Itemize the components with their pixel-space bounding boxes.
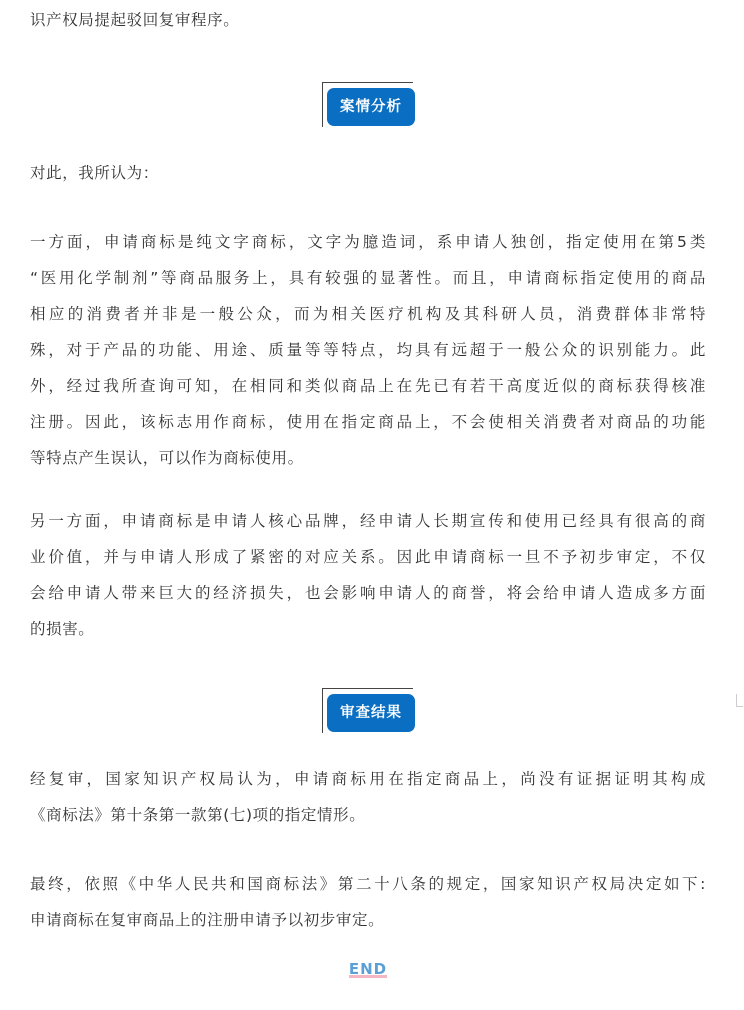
text-line: 一方面，申请商标是纯文字商标，文字为臆造词，系申请人独创，指定使用在第5类 — [30, 233, 706, 251]
text-line: 另一方面，申请商标是申请人核心品牌，经申请人长期宣传和使用已经具有很高的商 — [30, 512, 706, 530]
text-line: 申请商标在复审商品上的注册申请予以初步审定。 — [30, 911, 385, 929]
end-marker — [340, 960, 396, 978]
text-line: 会给申请人带来巨大的经济损失，也会影响申请人的商誉，将会给申请人造成多方面 — [30, 584, 706, 602]
intro-paragraph — [30, 2, 706, 38]
text-line: 业价值，并与申请人形成了紧密的对应关系。因此申请商标一旦不予初步审定，不仅 — [30, 548, 706, 566]
text-line: 《商标法》第十条第一款第(七)项的指定情形。 — [30, 806, 366, 824]
text-line: 对此，我所认为： — [30, 164, 159, 182]
edge-decoration — [736, 694, 743, 707]
section-tag-case-analysis — [322, 82, 416, 130]
section-tag-review-result — [322, 688, 416, 736]
final-decision-paragraph — [30, 866, 706, 938]
text-line: 外，经过我所查询可知，在相同和类似商品上在先已有若干高度近似的商标获得核准 — [30, 377, 706, 395]
text-line: 注册。因此，该标志用作商标，使用在指定商品上，不会使相关消费者对商品的功能 — [30, 413, 706, 431]
text-line: 等特点产生误认，可以作为商标使用。 — [30, 449, 304, 467]
review-paragraph — [30, 761, 706, 833]
section-title: 审查结果 — [327, 694, 415, 732]
text-line: 相应的消费者并非是一般公众，而为相关医疗机构及其科研人员，消费群体非常特 — [30, 305, 706, 323]
text-line: 最终，依照《中华人民共和国商标法》第二十八条的规定，国家知识产权局决定如下: — [30, 875, 706, 893]
text-line: 殊，对于产品的功能、用途、质量等等特点，均具有远超于一般公众的识别能力。此 — [30, 341, 706, 359]
second-argument-paragraph — [30, 503, 706, 647]
stance-paragraph — [30, 155, 706, 191]
first-argument-paragraph — [30, 224, 706, 476]
text-line: 识产权局提起驳回复审程序。 — [30, 11, 240, 29]
text-line: 的损害。 — [30, 620, 95, 638]
section-title: 案情分析 — [327, 88, 415, 126]
end-label: END — [348, 960, 388, 978]
text-line: 经复审，国家知识产权局认为，申请商标用在指定商品上，尚没有证据证明其构成 — [30, 770, 706, 788]
text-line: “医用化学制剂”等商品服务上，具有较强的显著性。而且，申请商标指定使用的商品 — [30, 269, 706, 287]
